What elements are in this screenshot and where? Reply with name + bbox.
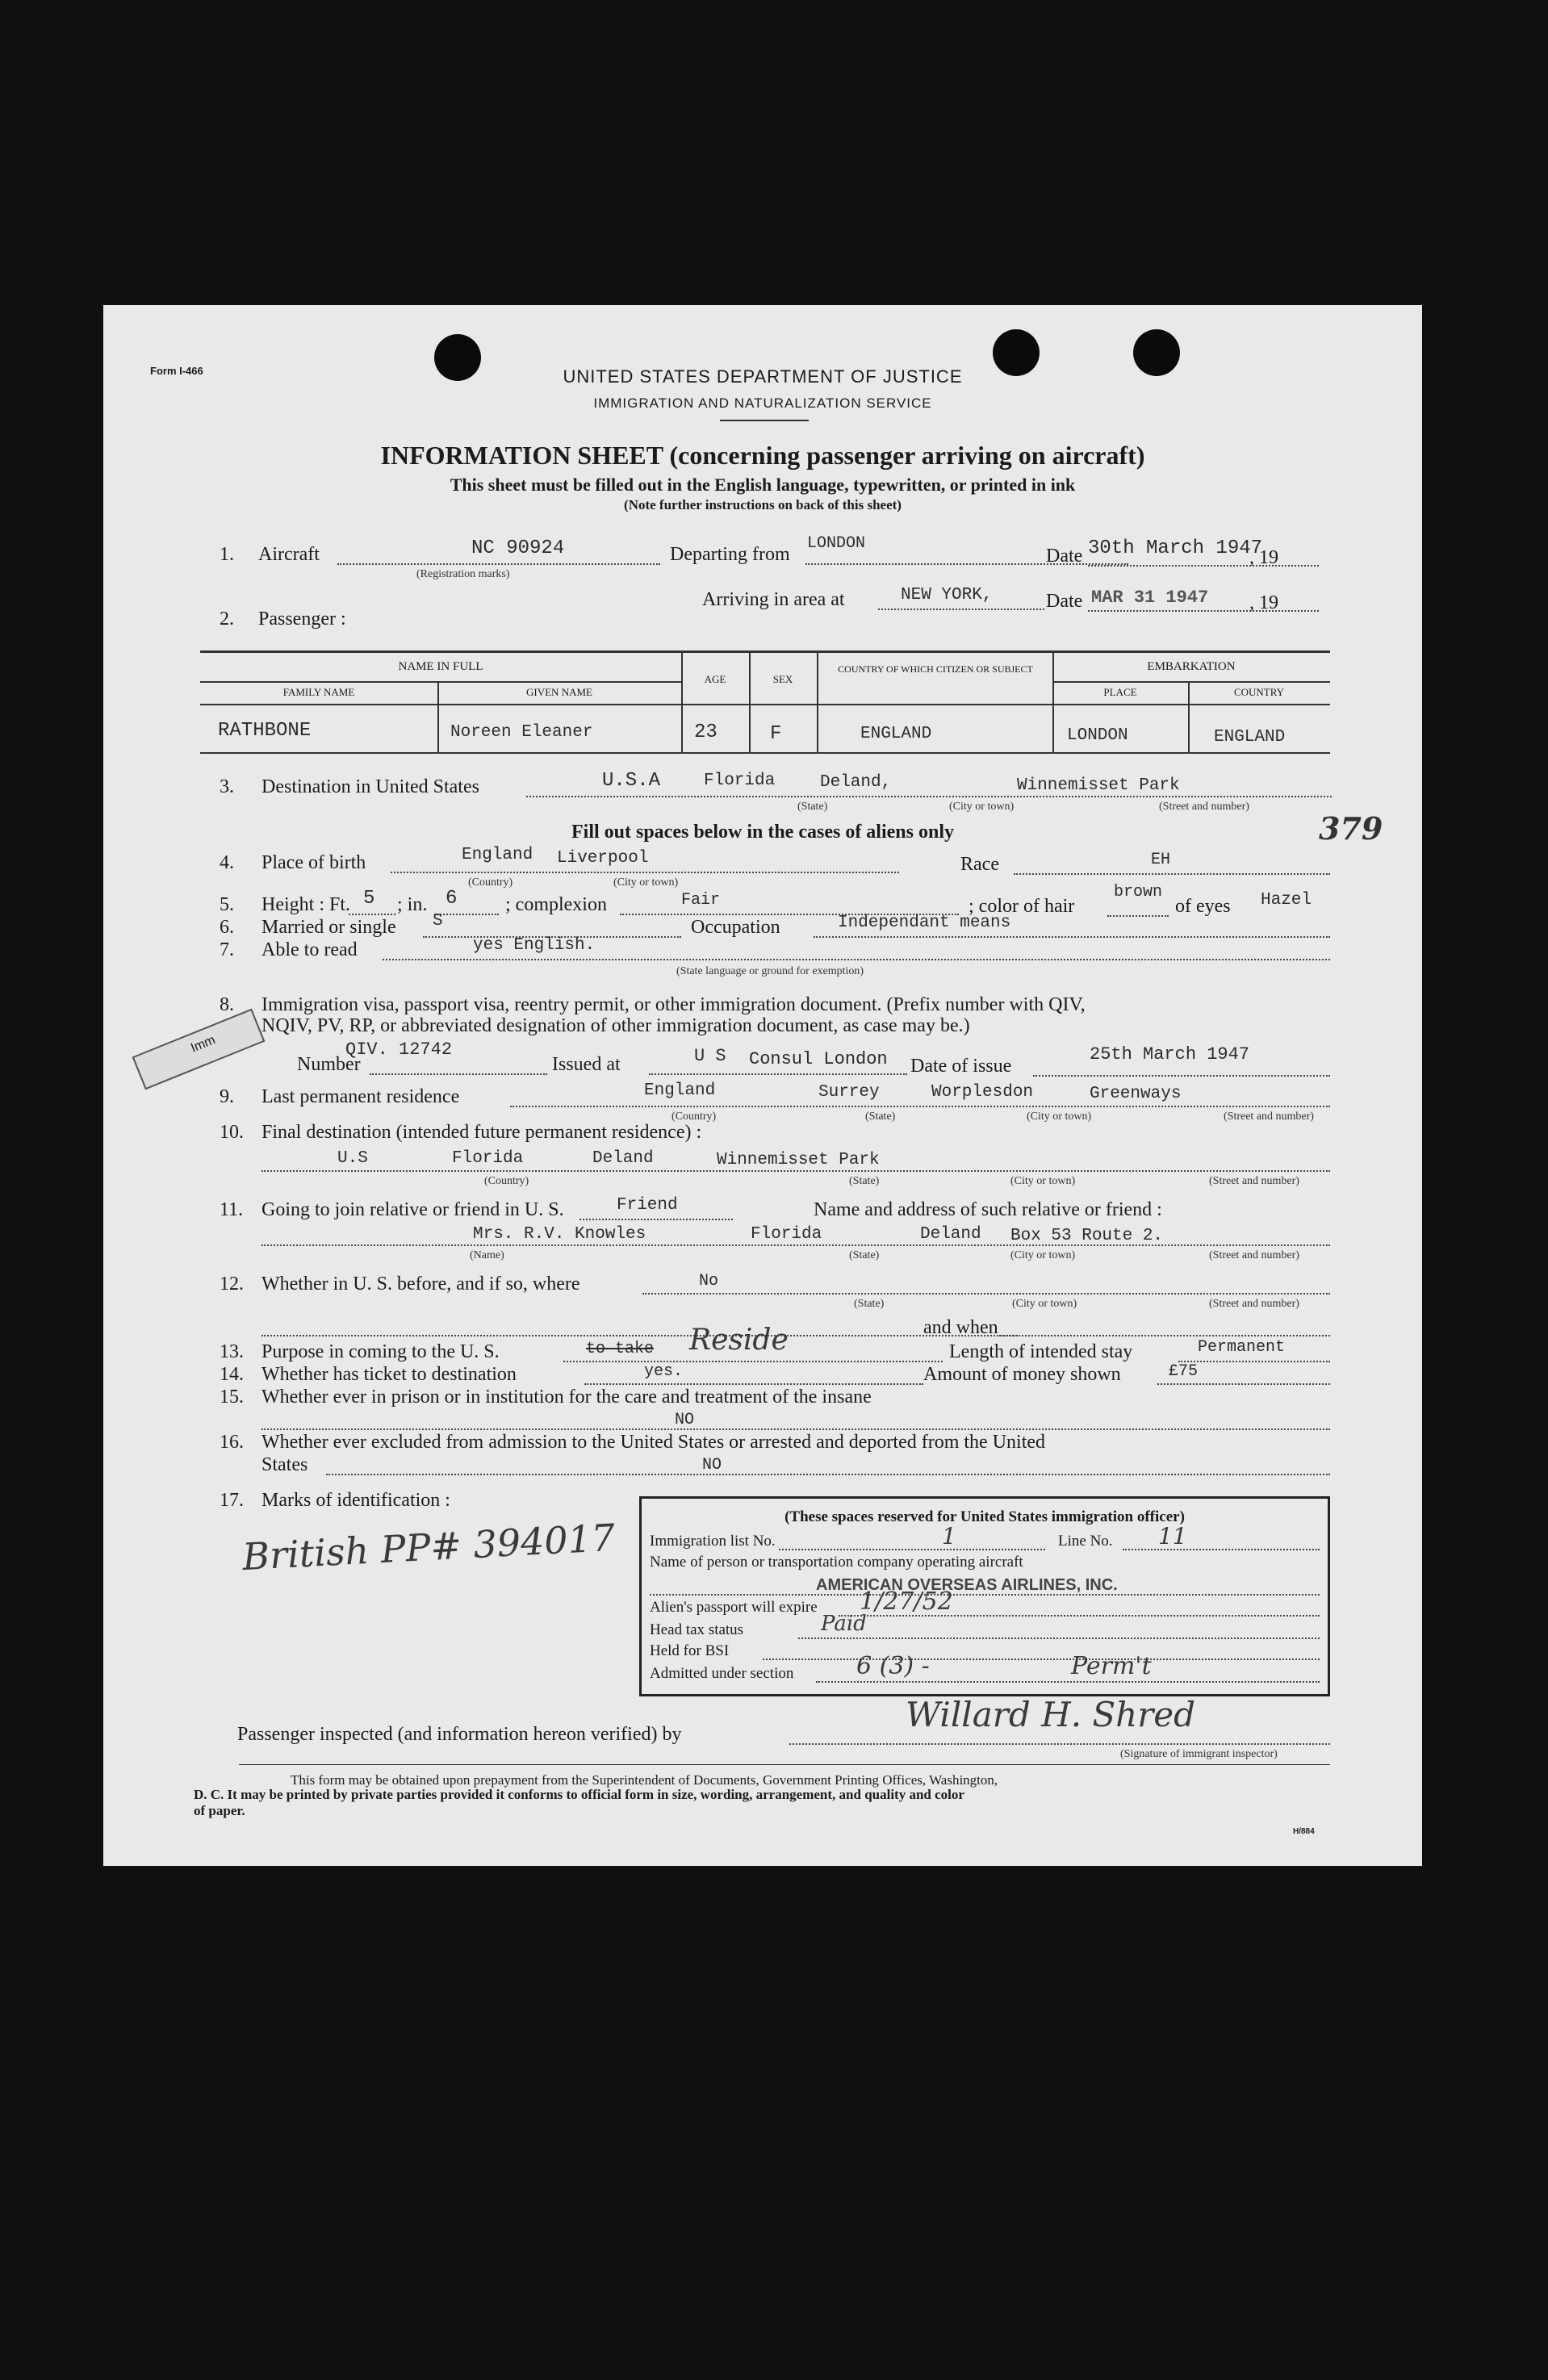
stay-dots — [1178, 1361, 1330, 1362]
ticket-value: yes. — [644, 1362, 684, 1381]
birth-cap-city: (City or town) — [613, 876, 679, 889]
residence-state: Surrey — [818, 1083, 880, 1102]
place-header: PLACE — [1103, 686, 1137, 698]
excluded-label-line1: Whether ever excluded from admission to the United States or arrested and deported from the United — [261, 1432, 1046, 1453]
header-rule — [720, 420, 809, 421]
aliens-heading: Fill out spaces below in the cases of aliens only — [571, 822, 954, 843]
read-caption: (State language or ground for exemption) — [676, 965, 864, 977]
read-label: Able to read — [261, 939, 358, 960]
passenger-number: 2. — [220, 609, 234, 630]
prison-label: Whether ever in prison or in institution for the care and treatment of the insane — [261, 1387, 872, 1408]
arrival-date-suffix: , 19 — [1249, 592, 1278, 613]
margin-number: 379 — [1319, 810, 1383, 847]
residence-country: England — [644, 1081, 716, 1100]
purpose-label: Purpose in coming to the U. S. — [261, 1341, 500, 1362]
sex-header: SEX — [772, 673, 793, 685]
destination-cap-state: (State) — [797, 801, 828, 813]
birth-country: England — [462, 846, 533, 864]
hair-dots — [1107, 915, 1169, 917]
excluded-value: NO — [702, 1456, 722, 1474]
birth-dots — [391, 872, 899, 873]
purpose-number: 13. — [220, 1341, 244, 1362]
hair-value: brown — [1114, 883, 1163, 901]
date-dots — [1088, 565, 1319, 567]
complexion-label: ; complexion — [505, 894, 607, 915]
money-label: Amount of money shown — [923, 1364, 1121, 1385]
arriving-dots — [878, 609, 1044, 610]
footer-line2: D. C. It may be printed by private parties provided it conforms to official form in size, wording, arrangement, and quality and color — [194, 1787, 964, 1802]
date-label: Date — [1046, 546, 1083, 567]
table-col-2 — [681, 650, 683, 752]
given-name-header: GIVEN NAME — [526, 686, 592, 698]
list-dots — [779, 1549, 1045, 1550]
before-number: 12. — [220, 1274, 244, 1295]
footer-code: H/884 — [1293, 1827, 1315, 1836]
occupation-label: Occupation — [691, 917, 780, 938]
birth-cap-country: (Country) — [468, 876, 513, 889]
before-cap-state: (State) — [854, 1298, 885, 1310]
issued-label: Issued at — [552, 1054, 621, 1075]
departing-label: Departing from — [670, 544, 790, 565]
final-dest-cap-state: (State) — [849, 1175, 880, 1187]
final-dest-street: Winnemisset Park — [717, 1151, 880, 1169]
ticket-label: Whether has ticket to destination — [261, 1364, 517, 1385]
destination-state: Florida — [704, 772, 776, 790]
destination-street: Winnemisset Park — [1017, 776, 1180, 795]
join-name-label: Name and address of such relative or friend : — [814, 1199, 1162, 1220]
arrival-date-label: Date — [1046, 591, 1083, 612]
residence-city: Worplesdon — [931, 1083, 1034, 1102]
inspected-dots — [789, 1743, 1330, 1745]
purpose-dots — [563, 1361, 943, 1362]
final-dest-cap-street: (Street and number) — [1209, 1175, 1299, 1187]
bsi-dots — [763, 1658, 1320, 1660]
officer-box-heading: (These spaces reserved for United States immigration officer) — [784, 1508, 1185, 1525]
form-instruction: This sheet must be filled out in the English language, typewritten, or printed in ink — [450, 475, 1076, 495]
join-city: Deland — [920, 1225, 981, 1244]
when-dots — [999, 1335, 1330, 1336]
aircraft-dots — [337, 563, 660, 565]
prison-value: NO — [675, 1411, 695, 1429]
arriving-label: Arriving in area at — [702, 589, 845, 610]
excluded-dots — [326, 1474, 1330, 1475]
before-dots — [642, 1293, 1330, 1295]
company-value: AMERICAN OVERSEAS AIRLINES, INC. — [816, 1576, 1118, 1594]
height-feet: 5 — [363, 888, 375, 910]
when-label: and when — [923, 1317, 998, 1338]
before-label: Whether in U. S. before, and if so, where — [261, 1274, 580, 1295]
department-heading: UNITED STATES DEPARTMENT OF JUSTICE — [563, 366, 963, 387]
inspected-label: Passenger inspected (and information hereon verified) by — [237, 1724, 682, 1745]
join-dots — [579, 1219, 733, 1220]
join-cap-city: (City or town) — [1010, 1249, 1076, 1261]
purpose-handwritten: Reside — [689, 1324, 789, 1357]
before-second-dots — [261, 1335, 1020, 1336]
married-label: Married or single — [261, 917, 396, 938]
footer-line1: This form may be obtained upon prepayment from the Superintendent of Documents, Government Printing Offices, Washington, — [291, 1772, 998, 1788]
issue-date-label: Date of issue — [910, 1056, 1012, 1077]
issued-prefix: U S — [694, 1046, 726, 1066]
passenger-given-name: Noreen Eleaner — [450, 723, 593, 742]
inspection-stamp — [132, 1009, 266, 1090]
complexion-value: Fair — [681, 891, 721, 910]
line-dots — [1123, 1549, 1320, 1550]
occupation-dots — [814, 936, 1330, 938]
passenger-sex: F — [770, 723, 782, 745]
table-embark-rule — [1052, 681, 1330, 683]
occupation-value: Independant means — [838, 914, 1011, 932]
money-dots — [1157, 1383, 1330, 1385]
final-dest-label: Final destination (intended future permanent residence) : — [261, 1122, 702, 1143]
height-inches-dots — [434, 914, 499, 915]
table-col-3 — [749, 650, 751, 752]
final-dest-cap-city: (City or town) — [1010, 1175, 1076, 1187]
join-value: Friend — [617, 1196, 678, 1215]
form-sheet — [103, 305, 1422, 1866]
passport-value: 1/27/52 — [860, 1587, 953, 1616]
residence-cap-country: (Country) — [671, 1111, 717, 1123]
tax-dots — [798, 1638, 1320, 1639]
officer-box — [639, 1496, 1330, 1696]
name-in-full-header: NAME IN FULL — [398, 660, 483, 673]
ticket-dots — [584, 1383, 923, 1385]
race-value: EH — [1151, 851, 1171, 869]
list-value: 1 — [942, 1523, 956, 1550]
destination-city: Deland, — [820, 773, 892, 792]
stay-label: Length of intended stay — [949, 1341, 1133, 1362]
birth-label: Place of birth — [261, 852, 366, 873]
visa-number: 8. — [220, 994, 234, 1015]
embarkation-country: ENGLAND — [1214, 728, 1286, 747]
before-cap-city: (City or town) — [1012, 1298, 1077, 1310]
aircraft-number: 1. — [220, 544, 234, 565]
visa-text-line1: Immigration visa, passport visa, reentry permit, or other immigration document. (Prefix number with QIV, — [261, 994, 1086, 1015]
identification-number: 17. — [220, 1490, 244, 1511]
join-state: Florida — [751, 1225, 822, 1244]
destination-cap-city: (City or town) — [949, 801, 1015, 813]
aircraft-registration: NC 90924 — [471, 537, 565, 559]
height-label: Height : Ft. — [261, 894, 351, 915]
residence-dots — [510, 1106, 1330, 1107]
admitted-value: 6 (3) - — [856, 1652, 930, 1680]
married-value: S — [433, 912, 443, 931]
birth-number: 4. — [220, 852, 234, 873]
admitted-label: Admitted under section — [650, 1665, 794, 1682]
inspector-signature: Willard H. Shred — [906, 1695, 1196, 1734]
height-number: 5. — [220, 894, 234, 915]
hair-label: ; color of hair — [969, 896, 1075, 917]
country-citizen-header: COUNTRY OF WHICH CITIZEN OR SUBJECT — [838, 663, 1033, 675]
footer-line3: of paper. — [194, 1803, 245, 1818]
visa-text-line2: NQIV, PV, RP, or abbreviated designation of other immigration document, as case may be.) — [261, 1015, 970, 1036]
table-header-bottom — [200, 704, 1330, 705]
passport-label: Alien's passport will expire — [650, 1599, 818, 1616]
prison-number: 15. — [220, 1387, 244, 1408]
residence-cap-street: (Street and number) — [1224, 1111, 1314, 1123]
table-name-rule — [200, 681, 683, 683]
eyes-label: of eyes — [1175, 896, 1231, 917]
departing-value: LONDON — [807, 534, 866, 553]
tax-label: Head tax status — [650, 1621, 744, 1638]
join-name: Mrs. R.V. Knowles — [473, 1225, 646, 1244]
destination-country: U.S.A — [602, 770, 661, 792]
stay-value: Permanent — [1198, 1338, 1286, 1357]
visa-number-label: Number — [297, 1054, 361, 1075]
passenger-family-name: RATHBONE — [218, 720, 312, 742]
ticket-number: 14. — [220, 1364, 244, 1385]
married-number: 6. — [220, 917, 234, 938]
join-label: Going to join relative or friend in U. S. — [261, 1199, 564, 1220]
final-dest-state: Florida — [452, 1149, 524, 1168]
embarkation-place: LONDON — [1067, 726, 1128, 745]
height-inches-label: ; in. — [397, 894, 428, 915]
join-street: Box 53 Route 2. — [1010, 1227, 1164, 1245]
family-name-header: FAMILY NAME — [282, 686, 355, 698]
footer-rule — [239, 1764, 1330, 1765]
final-dest-number: 10. — [220, 1122, 244, 1143]
aircraft-label: Aircraft — [258, 544, 320, 565]
height-inches: 6 — [446, 888, 458, 910]
destination-label: Destination in United States — [261, 776, 479, 797]
table-top-rule — [200, 650, 1330, 653]
age-header: AGE — [704, 673, 726, 685]
form-number: Form I-466 — [150, 365, 203, 377]
service-heading: IMMIGRATION AND NATURALIZATION SERVICE — [593, 395, 932, 411]
join-name-dots — [261, 1244, 1330, 1246]
passenger-age: 23 — [694, 722, 718, 743]
table-col-4 — [817, 650, 818, 752]
table-bottom-rule — [200, 752, 1330, 754]
destination-dots — [526, 796, 1332, 797]
identification-label: Marks of identification : — [261, 1490, 450, 1511]
arrival-date-dots — [1088, 610, 1319, 612]
destination-number: 3. — [220, 776, 234, 797]
join-cap-state: (State) — [849, 1249, 880, 1261]
arrival-date-stamp: MAR 31 1947 — [1091, 588, 1209, 608]
inspection-stamp-text: Imm — [189, 1033, 218, 1056]
final-dest-city: Deland — [592, 1149, 654, 1168]
before-cap-street: (Street and number) — [1209, 1298, 1299, 1310]
read-value: yes English. — [473, 936, 596, 955]
issue-date-dots — [1033, 1075, 1330, 1077]
inspected-caption: (Signature of immigrant inspector) — [1120, 1748, 1278, 1760]
list-label: Immigration list No. — [650, 1533, 776, 1550]
read-number: 7. — [220, 939, 234, 960]
form-title: INFORMATION SHEET (concerning passenger arriving on aircraft) — [380, 441, 1145, 470]
race-dots — [1014, 873, 1330, 875]
tax-value: Paid — [821, 1612, 867, 1636]
final-dest-dots — [261, 1170, 1330, 1172]
embarkation-header: EMBARKATION — [1147, 660, 1236, 673]
residence-street: Greenways — [1090, 1085, 1182, 1103]
final-dest-cap-country: (Country) — [484, 1175, 529, 1187]
aircraft-caption: (Registration marks) — [416, 568, 510, 580]
residence-number: 9. — [220, 1086, 234, 1107]
country-header: COUNTRY — [1233, 686, 1285, 698]
visa-number-dots — [370, 1073, 547, 1075]
identification-value: British PP# 394017 — [241, 1515, 617, 1579]
birth-city: Liverpool — [557, 849, 649, 868]
eyes-value: Hazel — [1261, 891, 1312, 910]
purpose-typed: to take — [586, 1340, 655, 1358]
join-cap-name: (Name) — [470, 1249, 504, 1261]
residence-cap-state: (State) — [865, 1111, 896, 1123]
admitted-extra: Perm't — [1071, 1652, 1152, 1680]
before-value: No — [699, 1272, 719, 1290]
join-cap-street: (Street and number) — [1209, 1249, 1299, 1261]
bsi-label: Held for BSI — [650, 1642, 730, 1659]
date-suffix: , 19 — [1249, 547, 1278, 568]
join-number: 11. — [220, 1199, 244, 1220]
passenger-label: Passenger : — [258, 609, 346, 630]
form-note: (Note further instructions on back of this sheet) — [624, 497, 902, 512]
issue-date-value: 25th March 1947 — [1090, 1044, 1250, 1065]
arriving-value: NEW YORK, — [901, 586, 993, 604]
issued-dots — [649, 1073, 907, 1075]
prison-dots — [261, 1428, 1330, 1430]
residence-cap-city: (City or town) — [1027, 1111, 1092, 1123]
line-label: Line No. — [1058, 1533, 1113, 1550]
race-label: Race — [960, 854, 999, 875]
read-dots — [383, 959, 1330, 960]
company-label: Name of person or transportation company operating aircraft — [650, 1554, 1023, 1571]
height-feet-dots — [349, 914, 395, 915]
date-value: 30th March 1947 — [1088, 537, 1263, 559]
excluded-label-line2: States — [261, 1454, 308, 1475]
line-value: 11 — [1158, 1523, 1187, 1550]
issued-value: Consul London — [749, 1049, 888, 1069]
money-value: £75 — [1169, 1362, 1199, 1381]
destination-cap-street: (Street and number) — [1159, 801, 1249, 813]
excluded-number: 16. — [220, 1432, 244, 1453]
final-dest-country: U.S — [337, 1149, 368, 1168]
residence-label: Last permanent residence — [261, 1086, 460, 1107]
visa-number-value: QIV. 12742 — [345, 1039, 453, 1060]
passenger-citizenship: ENGLAND — [860, 725, 932, 743]
admitted-dots — [816, 1681, 1320, 1683]
